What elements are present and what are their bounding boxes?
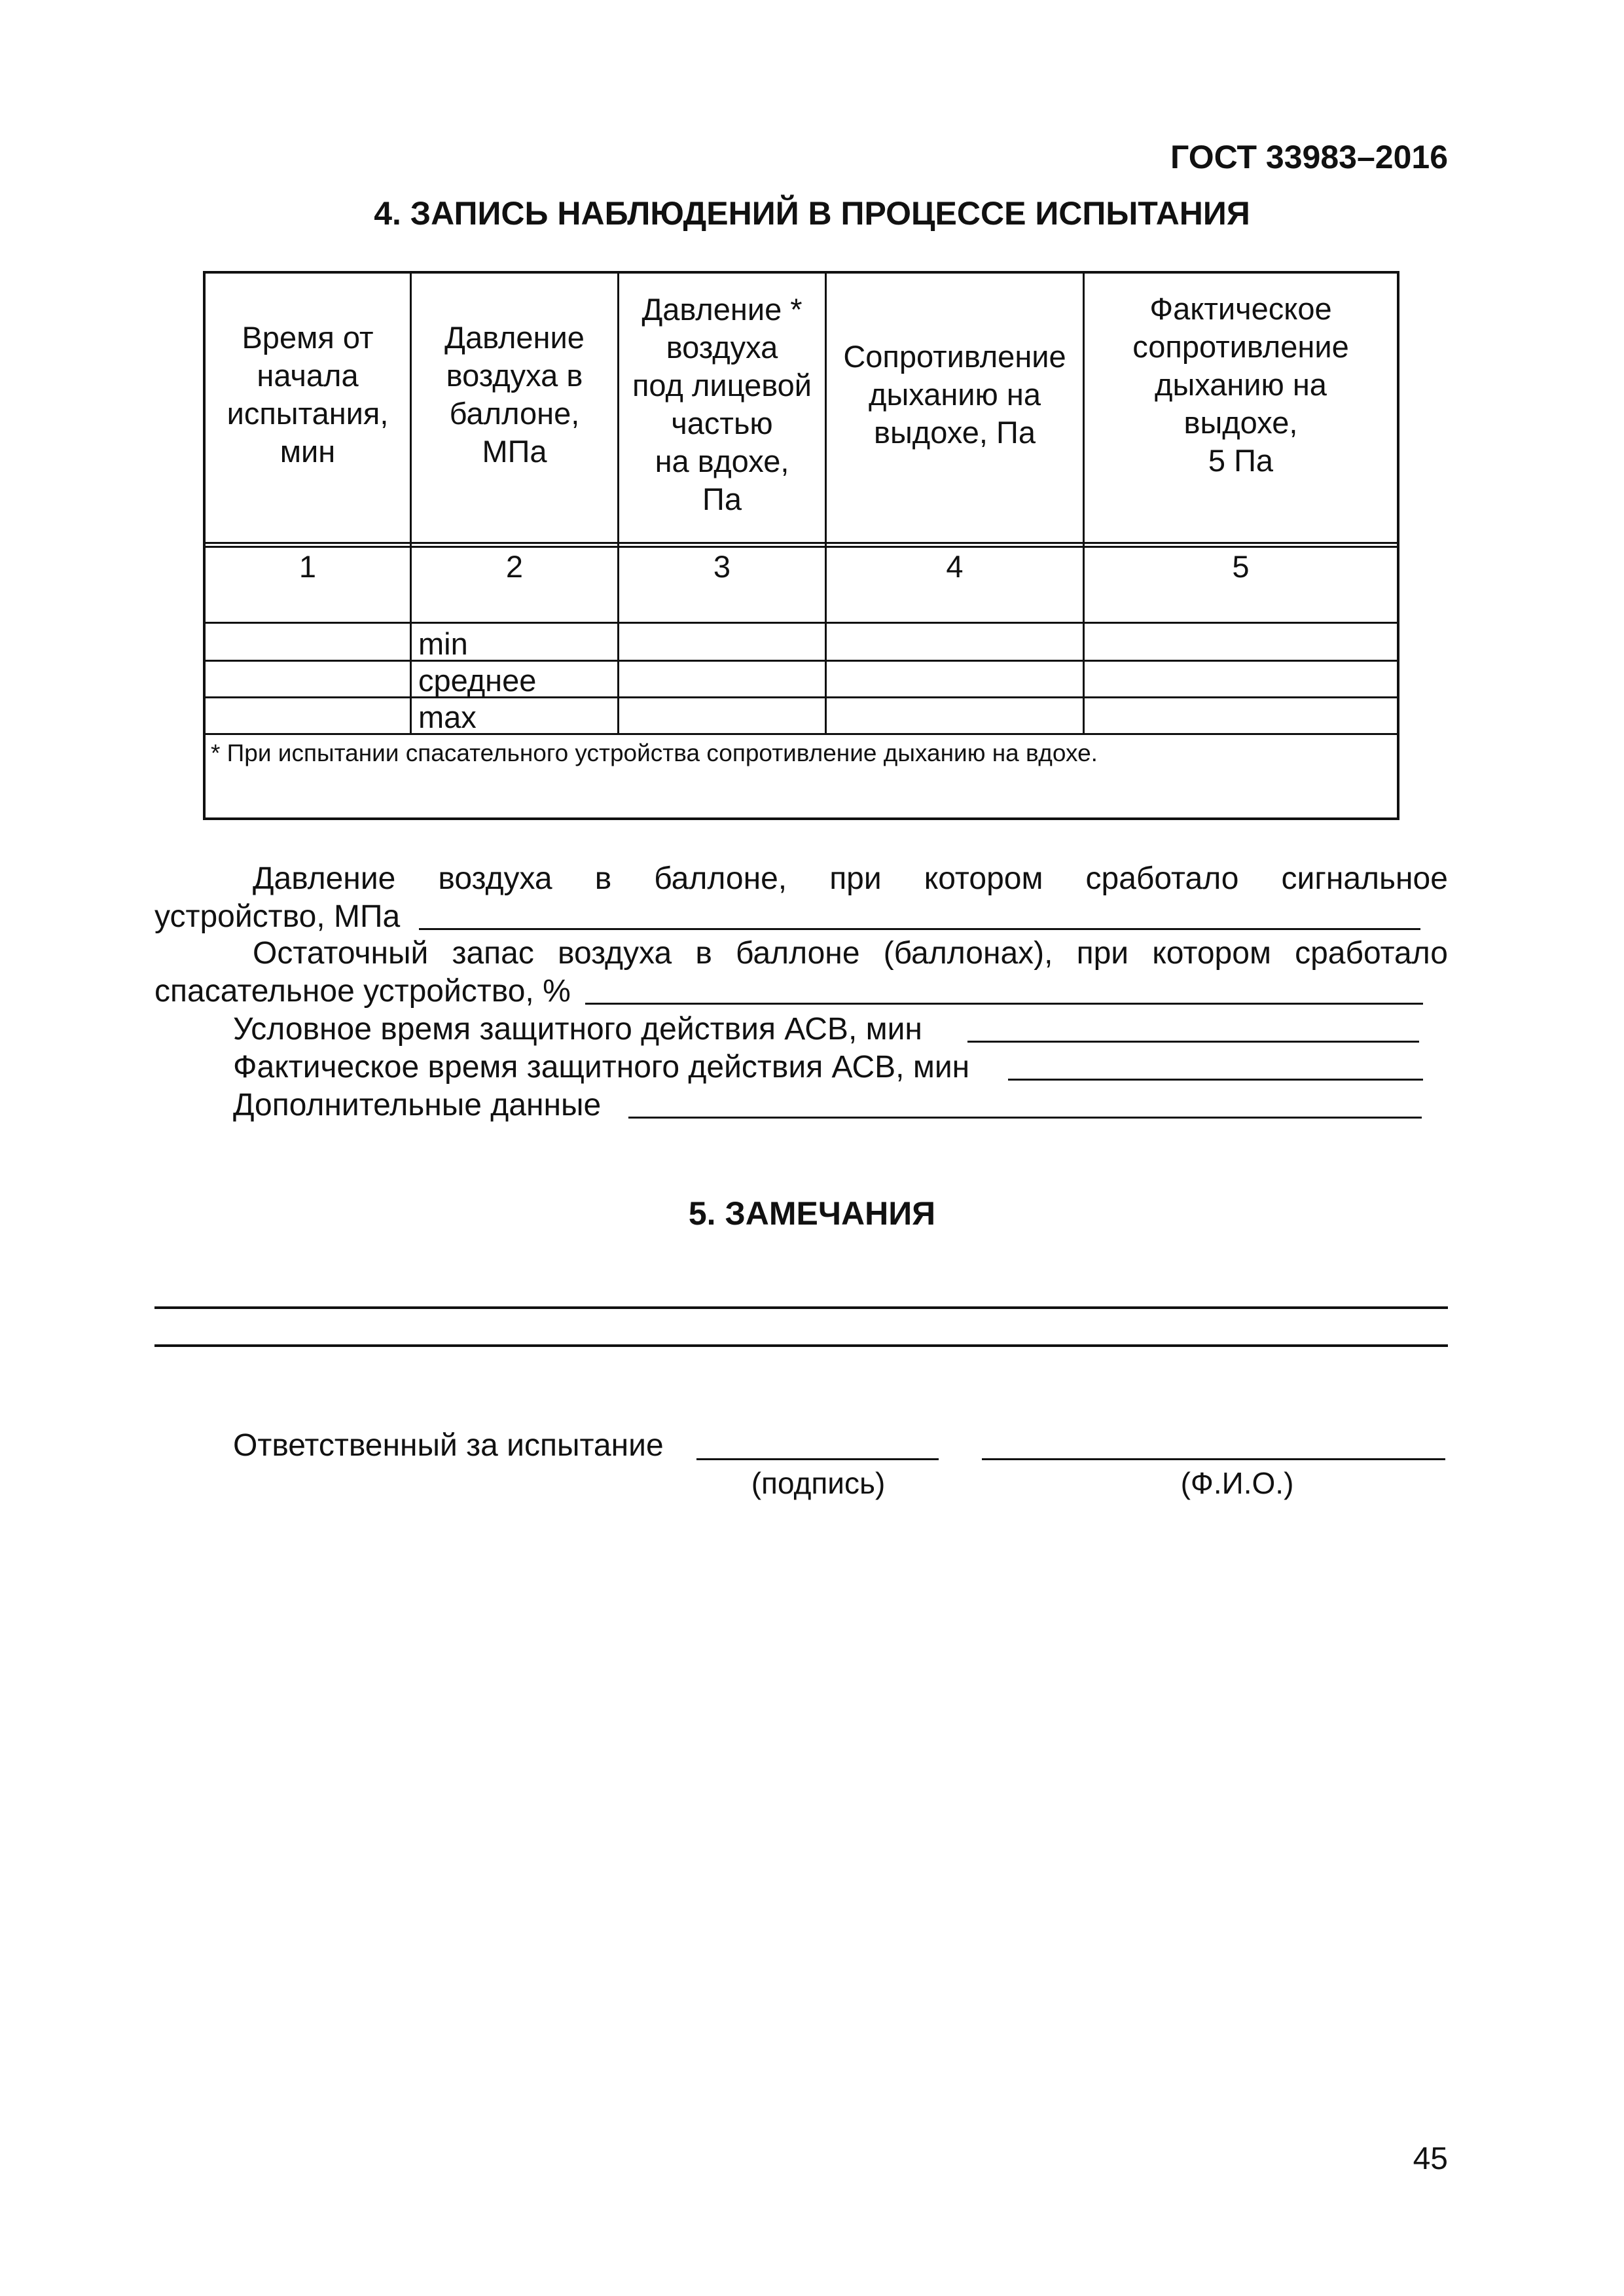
table-footnote: * При испытании спасательного устройства сопротивление дыханию на вдохе. — [211, 740, 1098, 766]
form-word: в — [695, 936, 712, 971]
full-name-field[interactable] — [982, 1458, 1445, 1460]
form-word: запас — [452, 936, 534, 971]
row-label-average: среднее — [418, 663, 537, 698]
actual-time-field[interactable] — [1008, 1079, 1423, 1081]
form-word: Остаточный — [253, 936, 429, 971]
form-word: сработало — [1085, 861, 1239, 896]
table-rule — [206, 622, 1397, 624]
column-number: 1 — [298, 549, 317, 584]
column-number: 3 — [713, 549, 731, 584]
responsible-label: Ответственный за испытание — [233, 1428, 664, 1463]
form-word: при — [829, 861, 882, 896]
form-word: баллоне, — [654, 861, 787, 896]
additional-data-label: Дополнительные данные — [233, 1088, 602, 1122]
table-rule — [206, 733, 1397, 735]
row-label-min: min — [418, 626, 468, 661]
signature-field[interactable] — [696, 1458, 939, 1460]
section-4-title: 4. ЗАПИСЬ НАБЛЮДЕНИЙ В ПРОЦЕССЕ ИСПЫТАНИЯ — [374, 195, 1250, 232]
form-word: Давление — [253, 861, 396, 896]
cylinder-pressure-field[interactable] — [419, 928, 1420, 930]
page-number: 45 — [1413, 2142, 1448, 2176]
form-word: (баллонах), — [883, 936, 1053, 971]
form-word: баллоне — [735, 936, 860, 971]
header-cylinder-pressure: Давление воздуха в баллоне, МПа — [444, 320, 585, 469]
header-exhale-resistance: Сопротивление дыханию на выдохе, Па — [843, 339, 1066, 450]
nominal-time-label: Условное время защитного действия АСВ, мин — [233, 1012, 922, 1047]
cylinder-pressure-label: устройство, МПа — [154, 899, 401, 934]
form-line-1 — [253, 860, 1448, 898]
form-word: воздуха — [557, 936, 672, 971]
section-5-title: 5. ЗАМЕЧАНИЯ — [688, 1195, 936, 1232]
table-rule — [206, 660, 1397, 662]
column-number: 5 — [1232, 549, 1250, 584]
full-name-caption: (Ф.И.О.) — [1180, 1466, 1294, 1500]
table-rule — [206, 542, 1397, 544]
signature-caption: (подпись) — [751, 1466, 886, 1500]
form-word: сигнальное — [1281, 861, 1448, 896]
form-word: в — [594, 861, 612, 896]
row-label-max: max — [418, 700, 477, 734]
form-word: воздуха — [438, 861, 552, 896]
table-rule — [206, 696, 1397, 698]
observations-table — [203, 271, 1399, 820]
form-word: при — [1076, 936, 1129, 971]
form-line-2 — [253, 935, 1448, 973]
column-number: 2 — [505, 549, 524, 584]
form-word: сработало — [1295, 936, 1448, 971]
remarks-line[interactable] — [154, 1344, 1448, 1347]
residual-air-field[interactable] — [585, 1003, 1423, 1005]
additional-data-field[interactable] — [628, 1117, 1422, 1119]
remarks-line[interactable] — [154, 1306, 1448, 1309]
residual-air-label: спасательное устройство, % — [154, 974, 571, 1009]
table-rule — [206, 546, 1397, 548]
header-time: Время от начала испытания, мин — [226, 320, 389, 469]
column-number: 4 — [946, 549, 964, 584]
actual-time-label: Фактическое время защитного действия АСВ, мин — [233, 1050, 970, 1085]
document-id: ГОСТ 33983–2016 — [1170, 139, 1448, 175]
form-word: котором — [924, 861, 1043, 896]
form-word: котором — [1152, 936, 1271, 971]
header-actual-resistance: Фактическое сопротивление дыханию на выдохе, 5 Па — [1132, 291, 1349, 478]
nominal-time-field[interactable] — [967, 1041, 1419, 1043]
header-mask-pressure: Давление * воздуха под лицевой частью на вдохе, Па — [632, 292, 812, 516]
